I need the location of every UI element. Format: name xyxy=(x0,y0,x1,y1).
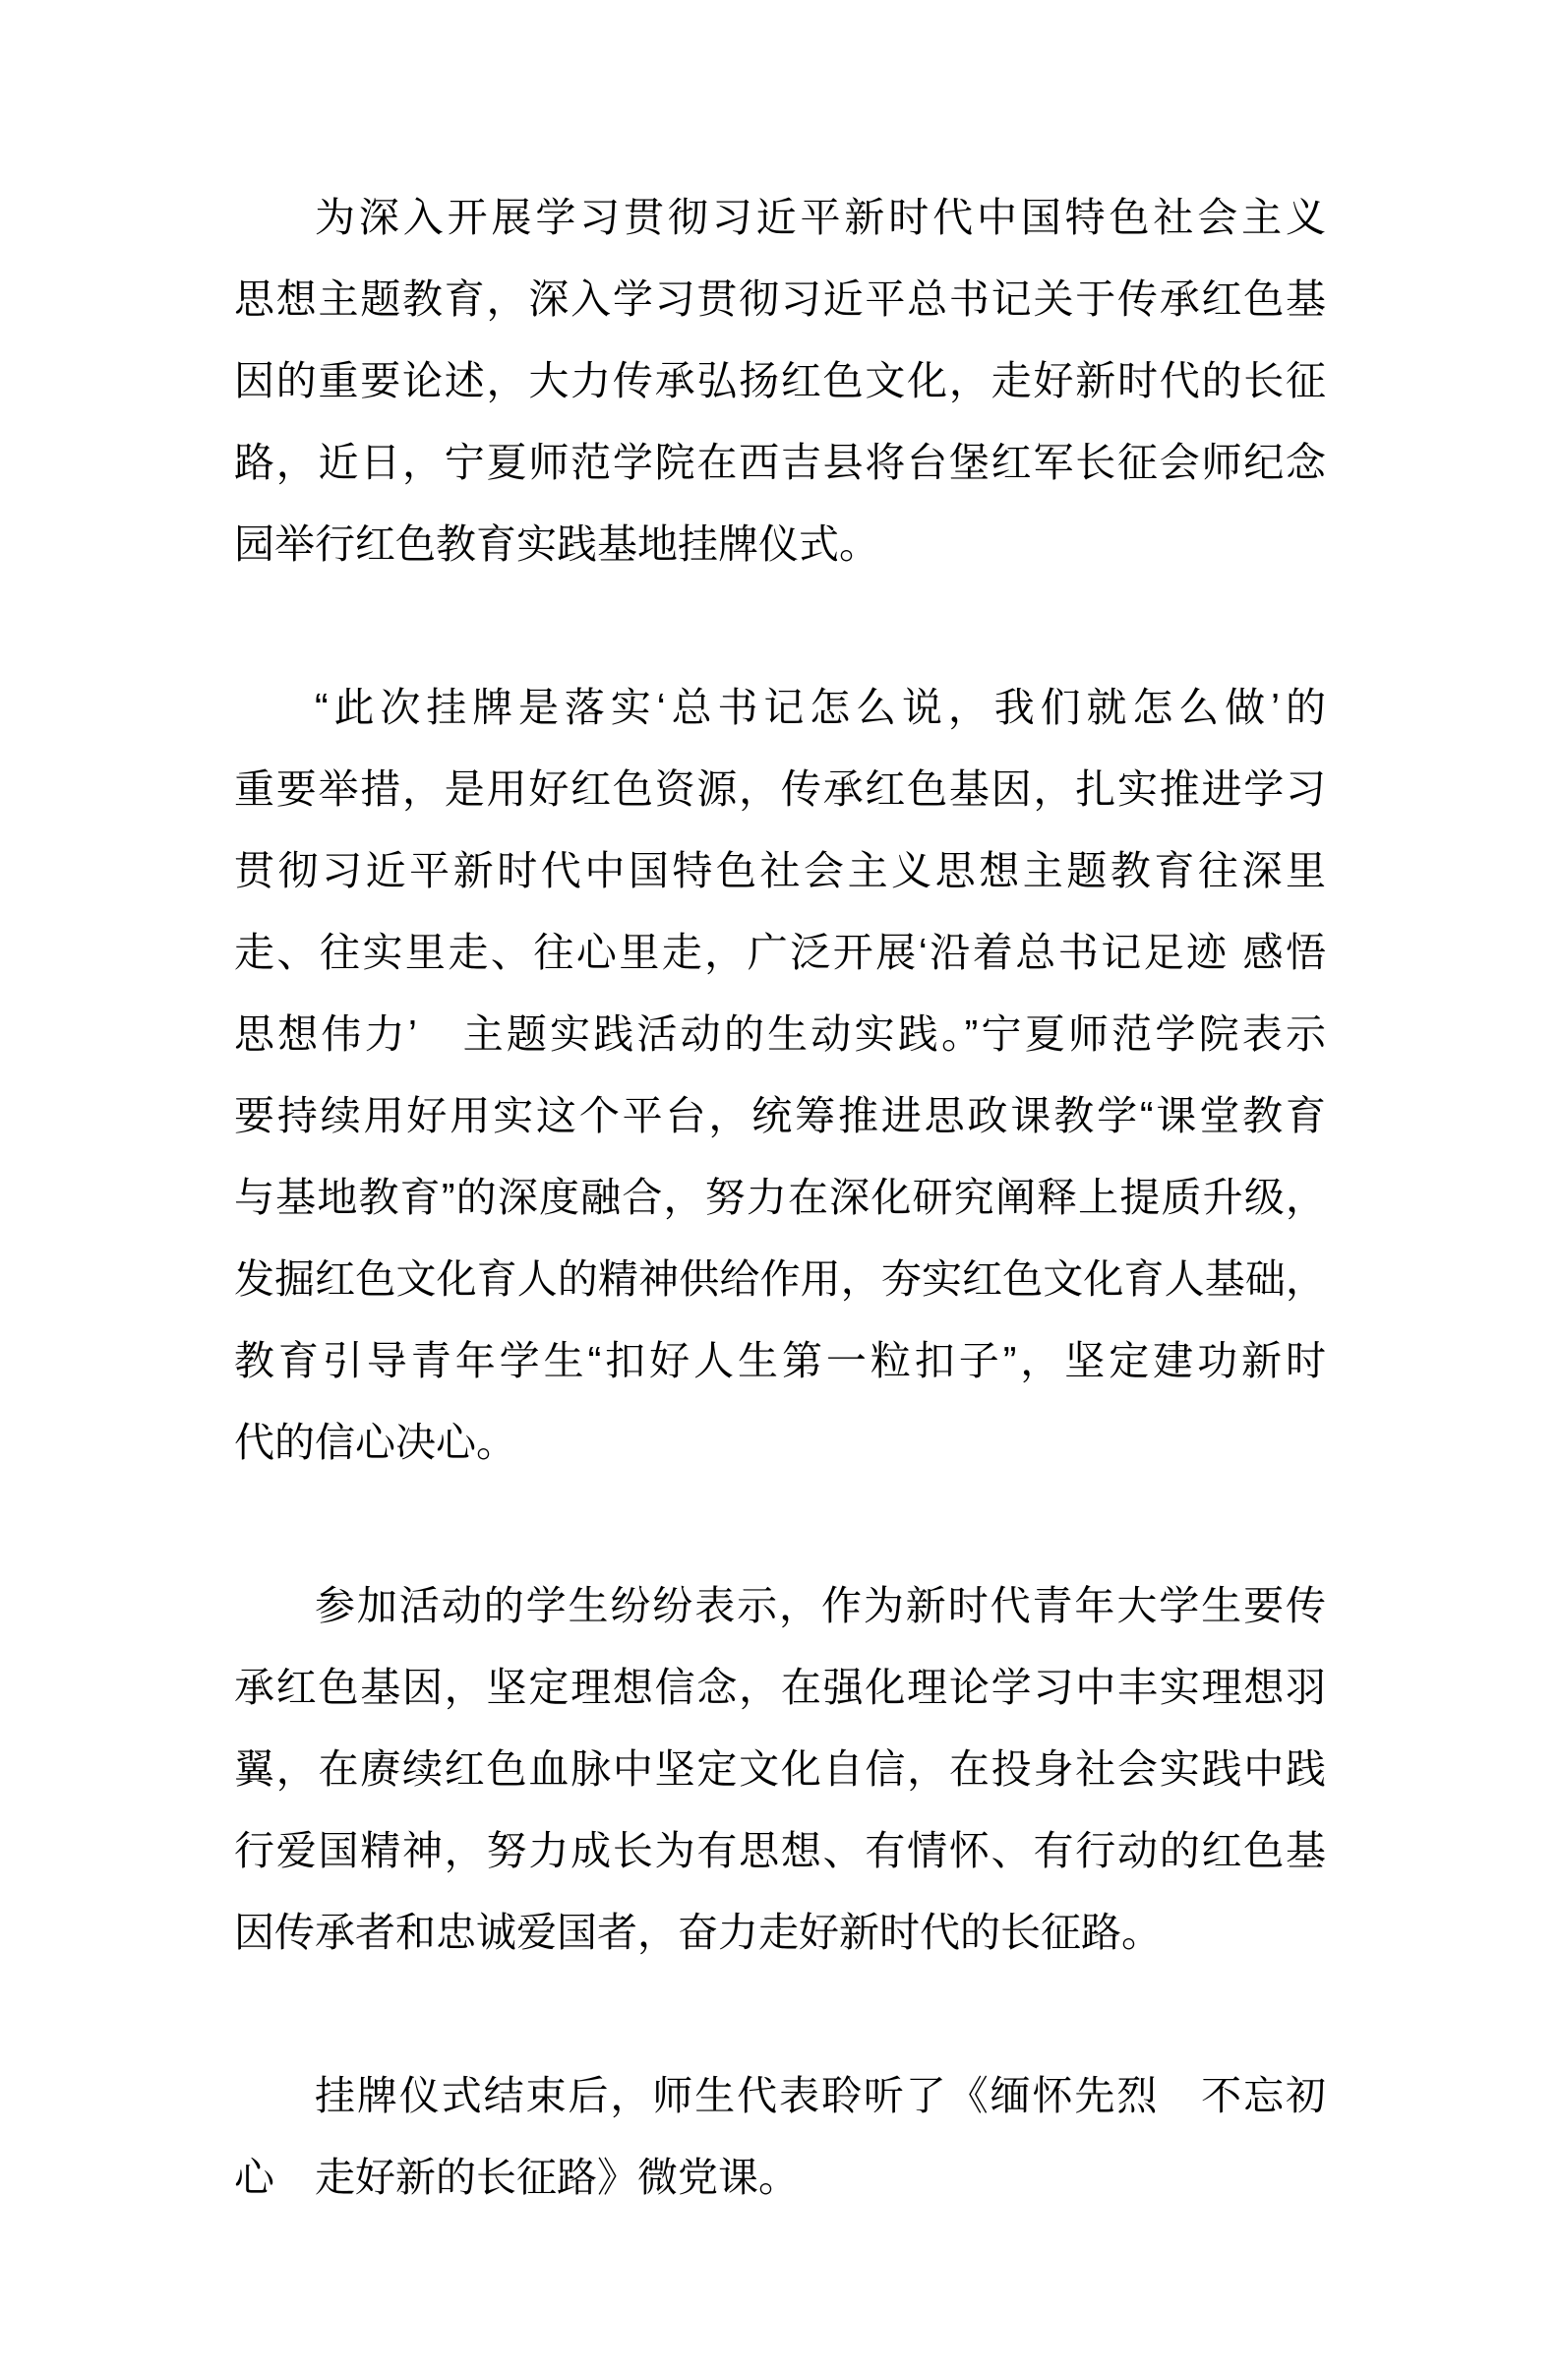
text-line: 代的信心决心。 xyxy=(234,1420,516,1465)
text-line: 因的重要论述，大力传承弘扬红色文化，走好新时代的长征 xyxy=(234,358,1326,403)
text-line: 要持续用好用实这个平台，统筹推进思政课教学“课堂教育 xyxy=(234,1093,1326,1138)
text-line: 贯彻习近平新时代中国特色社会主义思想主题教育往深里 xyxy=(234,848,1326,893)
text-line: 园举行红色教育实践基地挂牌仪式。 xyxy=(234,521,879,567)
text-line: 因传承者和忠诚爱国者，奋力走好新时代的长征路。 xyxy=(234,1910,1162,1955)
text-line: 翼，在赓续红色血脉中坚定文化自信，在投身社会实践中践 xyxy=(234,1746,1326,1792)
text-line: 参加活动的学生纷纷表示，作为新时代青年大学生要传 xyxy=(315,1583,1326,1628)
text-line: 发掘红色文化育人的精神供给作用，夯实红色文化育人基础， xyxy=(234,1256,1326,1302)
document-page xyxy=(234,177,1326,2219)
text-line: 心 走好新的长征路》微党课。 xyxy=(234,2155,799,2200)
text-line: 路，近日，宁夏师范学院在西吉县将台堡红军长征会师纪念 xyxy=(234,440,1326,485)
text-line: 行爱国精神，努力成长为有思想、有情怀、有行动的红色基 xyxy=(234,1828,1326,1873)
paragraph xyxy=(234,667,1326,1484)
text-line: 承红色基因，坚定理想信念，在强化理论学习中丰实理想羽 xyxy=(234,1665,1326,1710)
text-line: 挂牌仪式结束后，师生代表聆听了《缅怀先烈 不忘初 xyxy=(315,2073,1326,2118)
text-line: 为深入开展学习贯彻习近平新时代中国特色社会主义 xyxy=(315,195,1326,240)
text-line: 走、往实里走、往心里走，广泛开展‘沿着总书记足迹 感悟 xyxy=(234,930,1326,975)
paragraph xyxy=(234,1565,1326,1974)
text-line: 与基地教育”的深度融合，努力在深化研究阐释上提质升级， xyxy=(234,1175,1326,1220)
text-line: “此次挂牌是落实‘总书记怎么说，我们就怎么做’的 xyxy=(315,685,1326,730)
paragraph xyxy=(234,2055,1326,2219)
article-body xyxy=(234,177,1326,2219)
text-line: 思想伟力’ 主题实践活动的生动实践。”宁夏师范学院表示 xyxy=(234,1011,1326,1057)
text-line: 重要举措，是用好红色资源，传承红色基因，扎实推进学习 xyxy=(234,766,1326,812)
text-line: 思想主题教育，深入学习贯彻习近平总书记关于传承红色基 xyxy=(234,276,1326,322)
paragraph xyxy=(234,177,1326,585)
text-line: 教育引导青年学生“扣好人生第一粒扣子”，坚定建功新时 xyxy=(234,1338,1326,1383)
